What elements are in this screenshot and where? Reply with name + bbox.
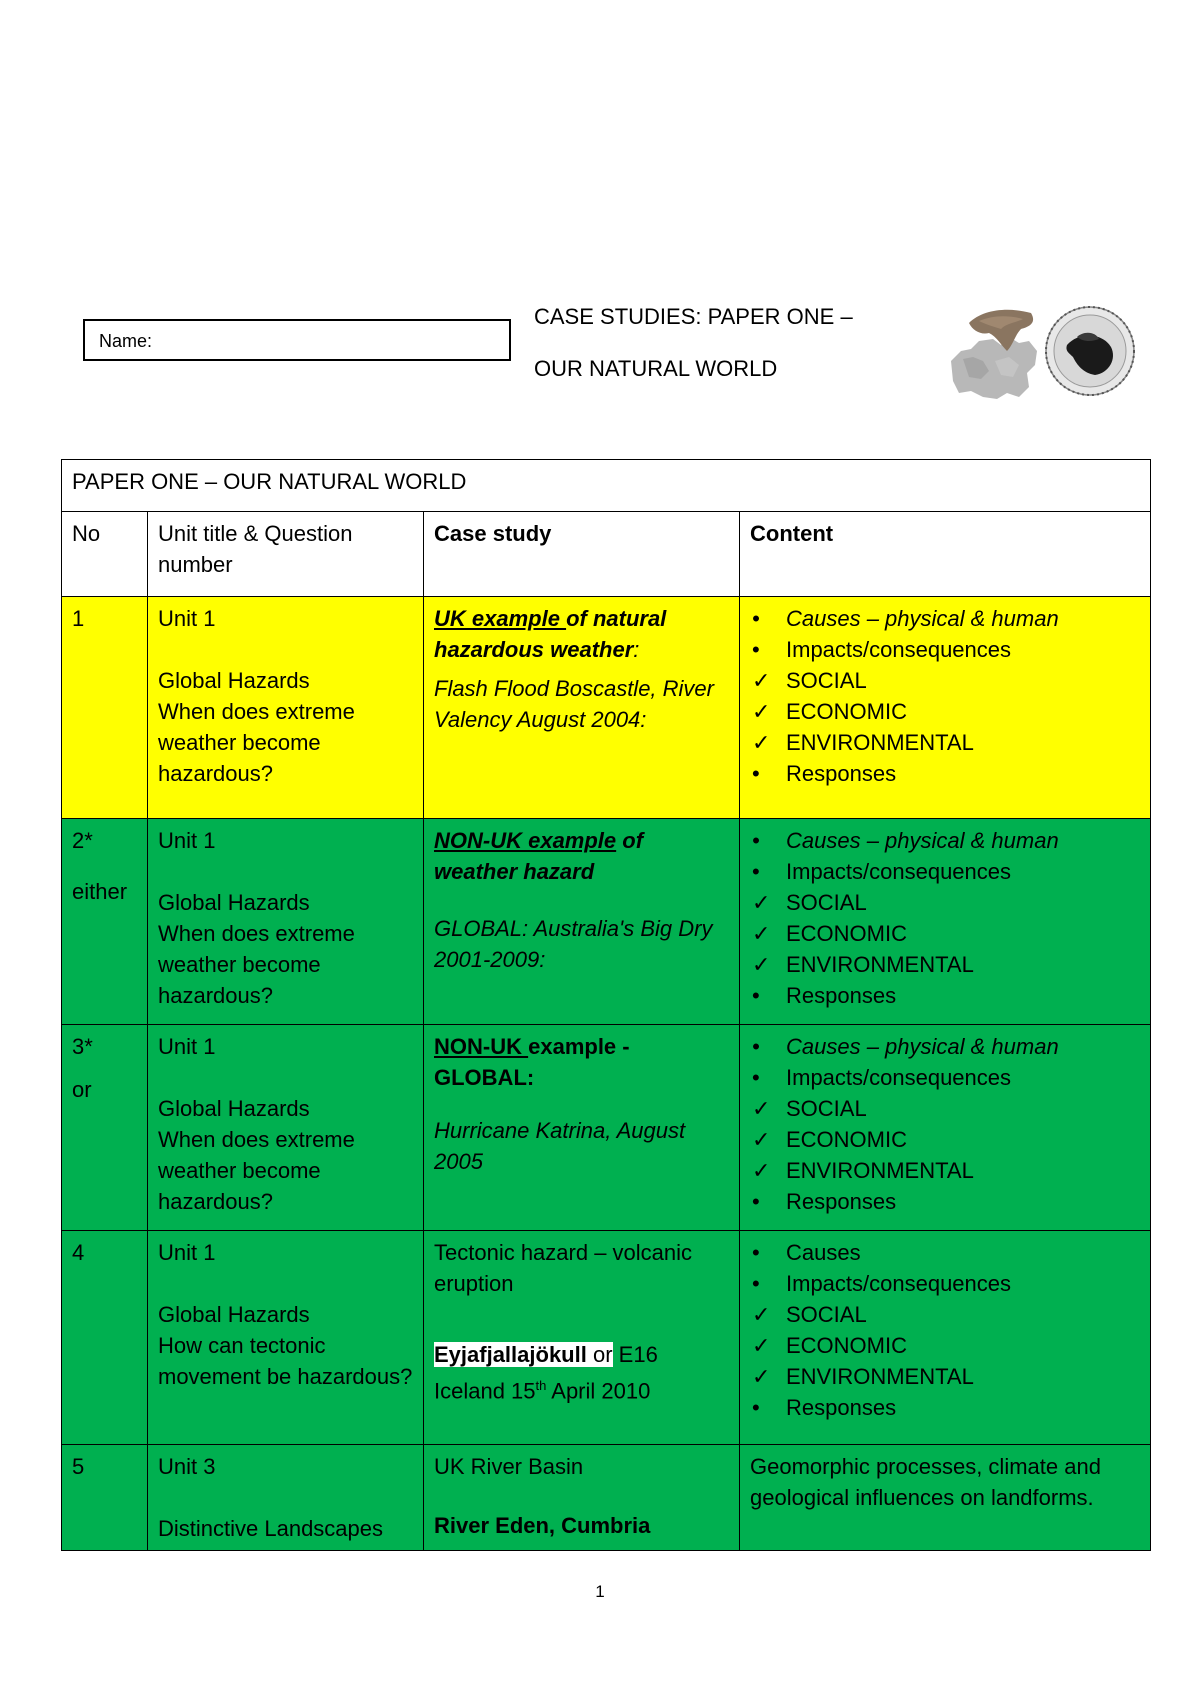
content-item: [750, 825, 1140, 856]
row-number-value: 4: [72, 1240, 85, 1265]
unit-question: When does extreme weather become hazardous?: [158, 921, 355, 1008]
checkmark-icon: ✓: [752, 1333, 771, 1358]
content-item: [750, 1299, 1140, 1330]
content-item-text: Responses: [786, 761, 897, 786]
row-number-value: 3*: [72, 1034, 93, 1059]
content-item: [750, 1268, 1140, 1299]
content-item: [750, 1237, 1140, 1268]
unit-question: When does extreme weather become hazardous?: [158, 1127, 355, 1214]
content-item-text: Causes – physical & human: [786, 1034, 1059, 1059]
document-title-line1: CASE STUDIES: PAPER ONE –: [534, 304, 853, 329]
checkmark-icon: ✓: [752, 699, 771, 724]
row-number: [62, 1445, 148, 1551]
checkmark-icon: ✓: [752, 1127, 771, 1152]
content-item: [750, 1062, 1140, 1093]
content-item-text: Impacts/consequences: [786, 637, 1012, 662]
content-item: [750, 980, 1140, 1011]
row-number: [62, 1231, 148, 1445]
content-item-text: Responses: [786, 1395, 897, 1420]
content-item-text: Causes: [786, 1240, 861, 1265]
content-cell: Geomorphic processes, climate and geological influences on landforms.: [740, 1445, 1151, 1551]
name-label: Name:: [99, 331, 153, 351]
content-item-text: Responses: [786, 983, 897, 1008]
checkmark-icon: ✓: [752, 921, 771, 946]
bullet-icon: •: [752, 1189, 760, 1214]
case-study-detail: Flash Flood Boscastle, River Valency August 2004:: [434, 676, 714, 732]
content-item: [750, 1392, 1140, 1423]
column-header-content: Content: [740, 512, 1151, 597]
checkmark-icon: ✓: [752, 1096, 771, 1121]
content-item: [750, 634, 1140, 665]
unit-title: Unit 1: [158, 606, 216, 631]
table-row: [62, 1231, 1151, 1445]
unit-question: How can tectonic movement be hazardous?: [158, 1333, 413, 1389]
content-item-text: ECONOMIC: [786, 1333, 907, 1358]
row-number: [62, 597, 148, 819]
content-item-text: Impacts/consequences: [786, 859, 1012, 884]
content-item-text: ENVIRONMENTAL: [786, 1364, 974, 1389]
unit-topic: Distinctive Landscapes: [158, 1516, 384, 1541]
place-date-text: Iceland 15: [434, 1378, 536, 1404]
bullet-icon: •: [752, 637, 760, 662]
case-study-colon: :: [633, 637, 640, 662]
document-title-line2: OUR NATURAL WORLD: [534, 356, 778, 381]
content-item-text: ECONOMIC: [786, 921, 907, 946]
unit-cell: [148, 819, 424, 1025]
case-study-heading: Tectonic hazard – volcanic eruption: [434, 1240, 693, 1296]
content-item: [750, 1330, 1140, 1361]
checkmark-icon: ✓: [752, 1158, 771, 1183]
row-number-value: 1: [72, 606, 85, 631]
name-field[interactable]: [83, 319, 511, 361]
bullet-icon: •: [752, 1240, 760, 1265]
content-item: [750, 887, 1140, 918]
place-date-text: April 2010: [546, 1378, 651, 1404]
eruption-place-date: [434, 1370, 729, 1406]
unit-title: Unit 1: [158, 1034, 216, 1059]
content-item-text: Responses: [786, 1189, 897, 1214]
unit-title: Unit 1: [158, 828, 216, 853]
bullet-icon: •: [752, 859, 760, 884]
bullet-icon: •: [752, 606, 760, 631]
content-item-text: ENVIRONMENTAL: [786, 952, 974, 977]
content-item: [750, 1186, 1140, 1217]
content-item: [750, 665, 1140, 696]
content-item-text: ENVIRONMENTAL: [786, 730, 974, 755]
bullet-icon: •: [752, 1065, 760, 1090]
unit-question: When does extreme weather become hazardous?: [158, 699, 355, 786]
column-header-case-study: Case study: [424, 512, 740, 597]
row-number-note: either: [72, 879, 128, 904]
case-study-detail: River Eden, Cumbria: [434, 1513, 651, 1538]
content-item-text: Causes – physical & human: [786, 828, 1059, 853]
content-item-text: SOCIAL: [786, 890, 867, 915]
table-row: [62, 1025, 1151, 1231]
content-cell: [740, 1231, 1151, 1445]
content-item: [750, 949, 1140, 980]
case-study-cell: [424, 1231, 740, 1445]
content-item: [750, 1361, 1140, 1392]
bullet-icon: •: [752, 983, 760, 1008]
volcano-alt-name: E16: [618, 1342, 658, 1367]
unit-title: Unit 1: [158, 1240, 216, 1265]
content-item-text: Impacts/consequences: [786, 1065, 1012, 1090]
bullet-icon: •: [752, 1034, 760, 1059]
content-item-text: SOCIAL: [786, 1096, 867, 1121]
table-row: [62, 819, 1151, 1025]
content-item-text: SOCIAL: [786, 668, 867, 693]
checkmark-icon: ✓: [752, 1364, 771, 1389]
bullet-icon: •: [752, 828, 760, 853]
content-item-text: Impacts/consequences: [786, 1271, 1012, 1296]
case-studies-table: [61, 459, 1151, 1551]
map-globe-logo-image: [949, 301, 1135, 401]
unit-cell: [148, 1445, 424, 1551]
unit-topic: Global Hazards: [158, 890, 310, 915]
content-item: [750, 918, 1140, 949]
ordinal-suffix: th: [535, 1378, 547, 1393]
table-header-row: [62, 512, 1151, 597]
unit-title: Unit 3: [158, 1454, 216, 1479]
content-item: [750, 1124, 1140, 1155]
content-item: [750, 856, 1140, 887]
case-study-heading: UK River Basin: [434, 1454, 584, 1479]
case-study-heading: of natural hazardous weather: [434, 606, 667, 662]
case-study-cell: [424, 597, 740, 819]
row-number: [62, 1025, 148, 1231]
checkmark-icon: ✓: [752, 890, 771, 915]
unit-cell: [148, 1231, 424, 1445]
content-item-text: ECONOMIC: [786, 1127, 907, 1152]
case-study-cell: [424, 819, 740, 1025]
case-study-detail: Hurricane Katrina, August 2005: [434, 1118, 686, 1174]
case-study-heading: of weather hazard: [434, 828, 644, 884]
row-number-value: 2*: [72, 828, 93, 853]
content-item-text: ENVIRONMENTAL: [786, 1158, 974, 1183]
checkmark-icon: ✓: [752, 668, 771, 693]
volcano-name: Eyjafjallajökull: [434, 1342, 587, 1367]
table-caption: PAPER ONE – OUR NATURAL WORLD: [62, 460, 1151, 512]
bullet-icon: •: [752, 761, 760, 786]
case-study-link: NON-UK: [434, 1034, 529, 1059]
case-study-link: NON-UK example: [434, 828, 617, 853]
content-cell: [740, 819, 1151, 1025]
column-header-unit: Unit title & Question number: [148, 512, 424, 597]
column-header-no: No: [62, 512, 148, 597]
unit-cell: [148, 597, 424, 819]
bullet-icon: •: [752, 1271, 760, 1296]
content-item-text: ECONOMIC: [786, 699, 907, 724]
case-study-link: UK example: [434, 606, 567, 631]
checkmark-icon: ✓: [752, 952, 771, 977]
content-item: [750, 696, 1140, 727]
content-item: [750, 1031, 1140, 1062]
unit-cell: [148, 1025, 424, 1231]
unit-topic: Global Hazards: [158, 1096, 310, 1121]
page-number: 1: [595, 1582, 605, 1601]
unit-topic: Global Hazards: [158, 1302, 310, 1327]
case-study-heading: example - GLOBAL:: [434, 1034, 630, 1090]
content-item-text: Causes – physical & human: [786, 606, 1059, 631]
bullet-icon: •: [752, 1395, 760, 1420]
row-number-note: or: [72, 1077, 92, 1102]
checkmark-icon: ✓: [752, 730, 771, 755]
row-number: [62, 819, 148, 1025]
content-cell: [740, 1025, 1151, 1231]
case-study-cell: [424, 1025, 740, 1231]
checkmark-icon: ✓: [752, 1302, 771, 1327]
content-item: [750, 1093, 1140, 1124]
content-cell: [740, 597, 1151, 819]
content-item-text: SOCIAL: [786, 1302, 867, 1327]
content-item: [750, 1155, 1140, 1186]
content-item: [750, 727, 1140, 758]
table-row: [62, 1445, 1151, 1551]
case-study-detail: GLOBAL: Australia's Big Dry 2001-2009:: [434, 916, 713, 972]
unit-topic: Global Hazards: [158, 668, 310, 693]
volcano-or: or: [586, 1342, 613, 1367]
content-item: [750, 758, 1140, 789]
case-study-cell: [424, 1445, 740, 1551]
content-item: [750, 603, 1140, 634]
table-row: [62, 597, 1151, 819]
row-number-value: 5: [72, 1454, 85, 1479]
